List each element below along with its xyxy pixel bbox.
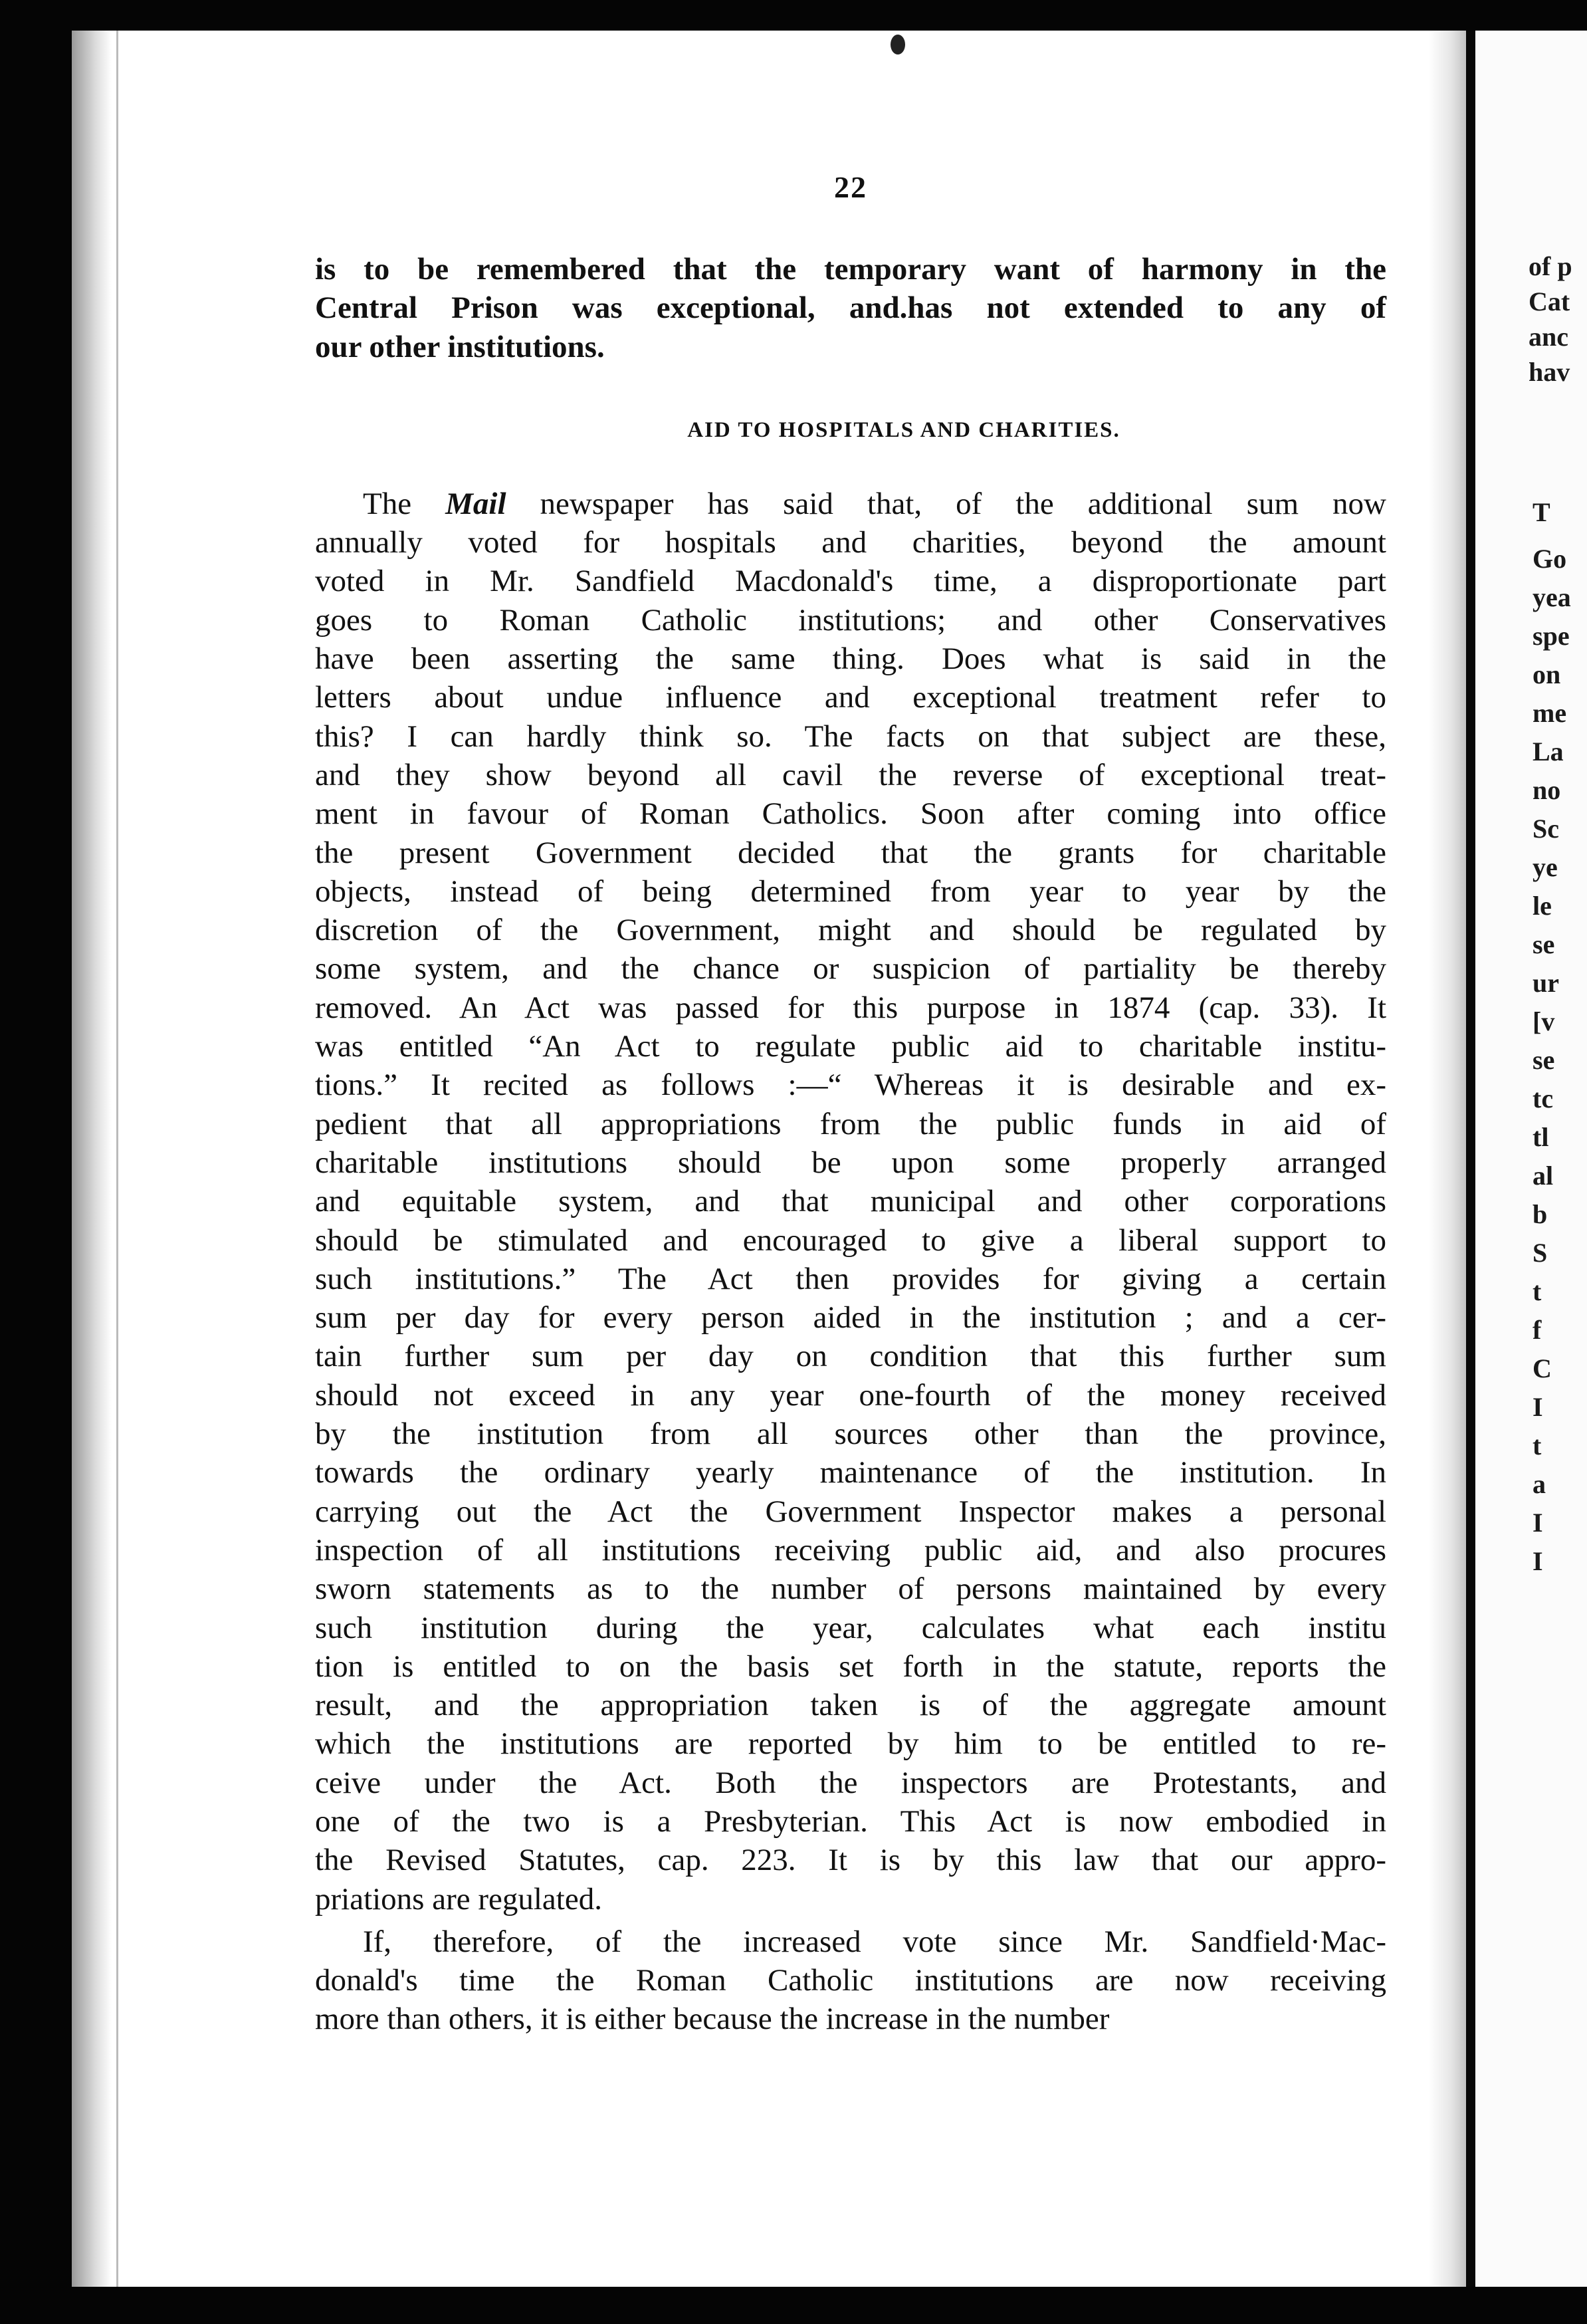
text-line: this? I can hardly think so. The facts on that subject are these, <box>315 719 1386 754</box>
text-line: the Revised Statutes, cap. 223. It is by this law that our appro- <box>315 1843 1386 1878</box>
paragraph-lines <box>315 523 1386 1918</box>
text-line: should not exceed in any year one-fourth of the money received <box>315 1377 1386 1413</box>
facing-page-fragment: I <box>1533 1508 1543 1538</box>
opening-paragraph <box>315 250 1386 366</box>
text-line: pedient that all appropriations from the public funds in aid of <box>315 1106 1386 1141</box>
text-line: by the institution from all sources other than the province, <box>315 1417 1386 1452</box>
text-fragment: The <box>363 486 446 521</box>
text-line: ment in favour of Roman Catholics. Soon after coming into office <box>315 796 1386 832</box>
facing-page-fragment: a <box>1533 1469 1546 1499</box>
text-line: tions.” It recited as follows :—“ Whereas it is desirable and ex- <box>315 1068 1386 1103</box>
text-line: have been asserting the same thing. Does what is said in the <box>315 641 1386 677</box>
text-line: discretion of the Government, might and should be regulated by <box>315 913 1386 948</box>
facing-page-fragment: tl <box>1533 1122 1549 1152</box>
ink-smudge <box>891 35 905 55</box>
gutter-shadow <box>72 31 112 2287</box>
text-line: If, therefore, of the increased vote since Mr. Sandfield·Mac- <box>363 1924 1386 1959</box>
text-line: towards the ordinary yearly maintenance of the institution. In <box>315 1455 1386 1490</box>
text-line: such institution during the year, calculates what each institu <box>315 1610 1386 1645</box>
text-line: sum per day for every person aided in the institution ; and a cer- <box>315 1300 1386 1336</box>
scan-border-left <box>0 0 72 2324</box>
text-line: tain further sum per day on condition that this further sum <box>315 1339 1386 1374</box>
section-heading: AID TO HOSPITALS AND CHARITIES. <box>687 417 1120 442</box>
text-line: objects, instead of being determined from year to year by the <box>315 873 1386 909</box>
text-line: letters about undue influence and exceptional treatment refer to <box>315 680 1386 715</box>
newspaper-title: Mail <box>445 486 506 521</box>
page-fold <box>1466 31 1475 2287</box>
page-body <box>315 250 1386 2039</box>
facing-page-fragment: ur <box>1533 968 1559 998</box>
facing-page-fragment: hav <box>1529 357 1570 387</box>
facing-page-fragment: t <box>1533 1431 1542 1460</box>
facing-page-fragment: La <box>1533 737 1564 766</box>
facing-page-fragment: tc <box>1533 1084 1554 1113</box>
text-line: is to be remembered that the temporary want of harmony in the <box>315 252 1386 287</box>
facing-page-fragment: C <box>1533 1353 1552 1383</box>
fold-shadow <box>1429 31 1469 2287</box>
facing-page-fragment: of p <box>1529 251 1572 281</box>
facing-page-fragment: Cat <box>1529 287 1570 316</box>
text-line <box>315 485 1386 523</box>
text-line: carrying out the Act the Government Inspector makes a personal <box>315 1494 1386 1529</box>
text-line: Central Prison was exceptional, and.has not extended to any of <box>315 290 1386 326</box>
text-line: which the institutions are reported by him to be entitled to re- <box>315 1726 1386 1762</box>
facing-page-fragment: se <box>1533 929 1555 959</box>
text-line: more than others, it is either because the increase in the number <box>315 2002 1110 2037</box>
facing-page-fragment: ye <box>1533 852 1558 882</box>
facing-page-fragment: me <box>1533 698 1567 728</box>
facing-page-fragment: b <box>1533 1199 1548 1229</box>
text-line: and they show beyond all cavil the reverse of exceptional treat- <box>315 757 1386 792</box>
paragraph-increased-vote <box>315 1922 1386 2039</box>
facing-page-fragment: t <box>1533 1276 1542 1306</box>
facing-page-fragment: no <box>1533 775 1561 805</box>
text-line: goes to Roman Catholic institutions; and other Conservatives <box>315 602 1386 638</box>
facing-page-fragment: on <box>1533 659 1561 689</box>
scan-border-top <box>0 0 1587 31</box>
text-line: sworn statements as to the number of persons maintained by every <box>315 1571 1386 1607</box>
page-number: 22 <box>834 170 867 204</box>
text-line: voted in Mr. Sandfield Macdonald's time, a disproportionate part <box>315 564 1386 599</box>
text-line: removed. An Act was passed for this purpose in 1874 (cap. 33). It <box>315 990 1386 1025</box>
text-line: was entitled “An Act to regulate public aid to charitable institu- <box>315 1029 1386 1064</box>
facing-page-fragment: yea <box>1533 582 1571 612</box>
text-line: annually voted for hospitals and charities, beyond the amount <box>315 525 1386 560</box>
text-fragment: newspaper has said that, of the additional sum now <box>506 486 1386 521</box>
scan-border-bottom <box>0 2287 1587 2324</box>
facing-page-fragment: Go <box>1533 544 1567 574</box>
facing-page-fragment: anc <box>1529 322 1568 352</box>
text-line: result, and the appropriation taken is of the aggregate amount <box>315 1688 1386 1723</box>
text-line: charitable institutions should be upon some properly arranged <box>315 1145 1386 1180</box>
text-line: inspection of all institutions receiving public aid, and also procures <box>315 1532 1386 1568</box>
text-line: donald's time the Roman Catholic institutions are now receiving <box>315 1963 1386 1998</box>
facing-page-fragment: [v <box>1533 1006 1555 1036</box>
text-line: our other institutions. <box>315 329 605 364</box>
facing-page-fragment: S <box>1533 1238 1548 1268</box>
text-line: one of the two is a Presbyterian. This Act is now embodied in <box>315 1803 1386 1839</box>
facing-page-fragment: se <box>1533 1045 1555 1075</box>
text-line: such institutions.” The Act then provides for giving a certain <box>315 1261 1386 1296</box>
facing-page-fragment: T <box>1533 497 1550 527</box>
facing-page-fragment: I <box>1533 1546 1543 1576</box>
facing-page-fragment: Sc <box>1533 814 1559 844</box>
facing-page <box>1475 31 1587 2287</box>
text-line: ceive under the Act. Both the inspectors are Protestants, and <box>315 1765 1386 1800</box>
facing-page-fragment: le <box>1533 891 1552 921</box>
paragraph-mail-newspaper <box>315 485 1386 1918</box>
facing-page-fragment: f <box>1533 1315 1542 1345</box>
text-line: the present Government decided that the grants for charitable <box>315 835 1386 870</box>
page-edge <box>116 31 118 2287</box>
text-line: some system, and the chance or suspicion of partiality be thereby <box>315 951 1386 987</box>
facing-page-fragment: spe <box>1533 621 1570 651</box>
text-line: tion is entitled to on the basis set forth in the statute, reports the <box>315 1649 1386 1684</box>
paragraph-lines <box>315 1922 1386 2039</box>
facing-page-fragment: al <box>1533 1161 1554 1191</box>
text-line: priations are regulated. <box>315 1881 602 1917</box>
facing-page-fragment: I <box>1533 1392 1543 1422</box>
text-line: should be stimulated and encouraged to give a liberal support to <box>315 1222 1386 1258</box>
text-line: and equitable system, and that municipal and other corporations <box>315 1184 1386 1219</box>
